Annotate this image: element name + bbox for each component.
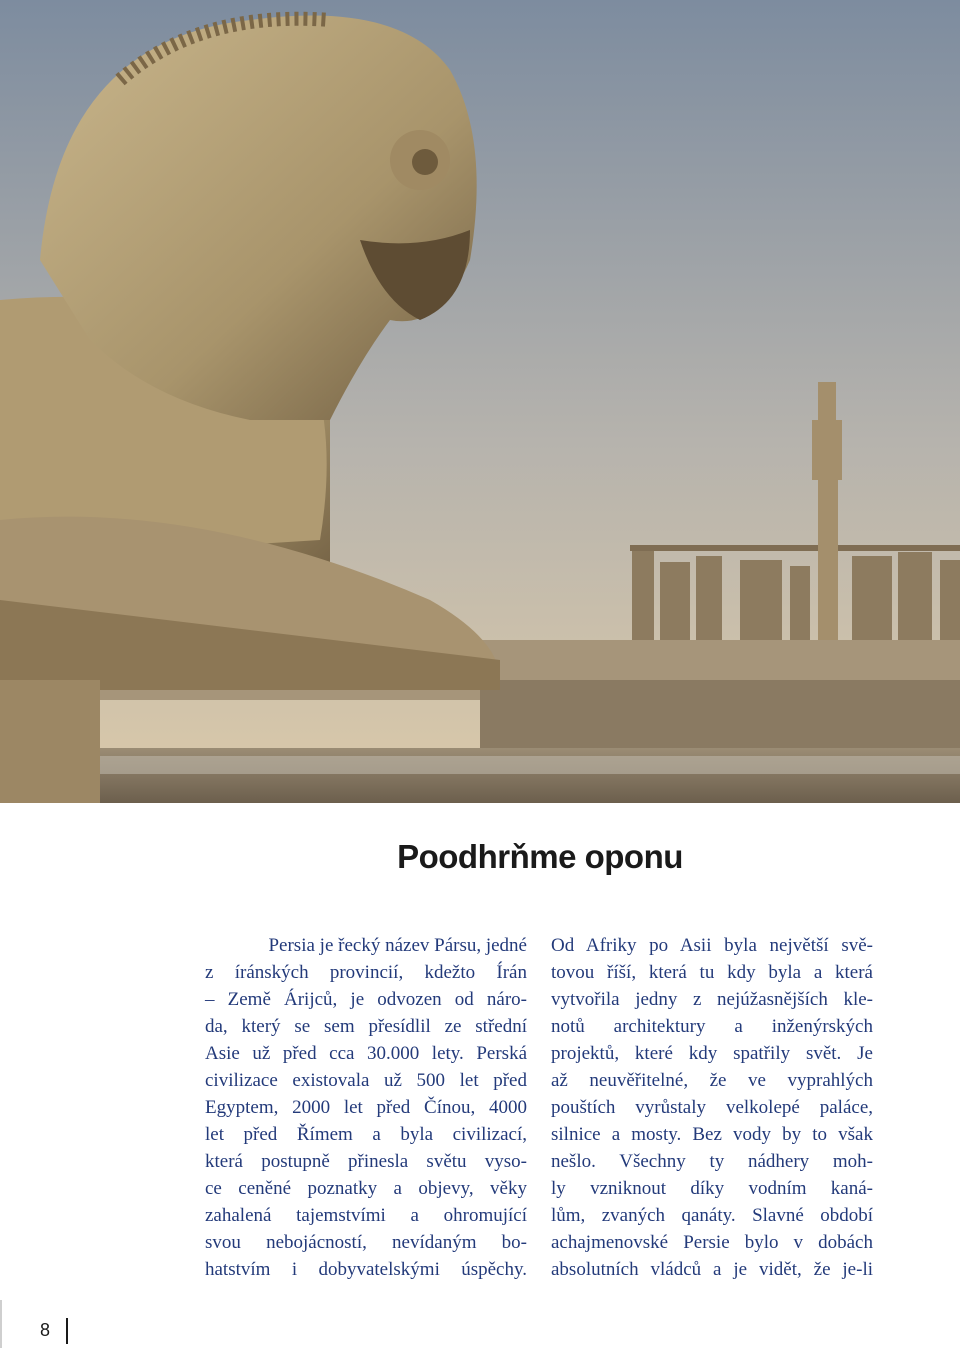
- text-line: silnice a mosty. Bez vody by to však: [551, 1124, 873, 1145]
- text-line: tovou říší, která tu kdy byla a která: [551, 962, 873, 983]
- margin-rule: [0, 1300, 2, 1348]
- text-line: ce ceněné poznatky a objevy, věky: [205, 1178, 527, 1199]
- text-line: Egyptem, 2000 let před Čínou, 4000: [205, 1097, 527, 1118]
- page-title: Poodhrňme oponu: [397, 838, 683, 875]
- text-line: ly vzniknout díky vodním kaná-: [551, 1178, 873, 1199]
- text-line: projektů, které kdy spatřily svět. Je: [551, 1043, 873, 1064]
- text-line: absolutních vládců a je vidět, že je-li: [551, 1259, 873, 1280]
- text-line: let před Římem a byla civilizací,: [205, 1124, 527, 1145]
- text-line: Od Afriky po Asii byla největší svě-: [551, 935, 873, 956]
- ground-light: [100, 756, 960, 774]
- text-line: svou nebojácností, nevídaným bo-: [205, 1232, 527, 1253]
- right-column: [551, 932, 873, 1283]
- text-line: – Země Árijců, je odvozen od náro-: [205, 989, 527, 1010]
- text-line: pouštích vyrůstaly velkolepé paláce,: [551, 1097, 873, 1118]
- text-line: z íránských provincií, kdežto Írán: [205, 962, 527, 983]
- text-line: vytvořila jedny z nejúžasnějších kle-: [551, 989, 873, 1010]
- page-number: 8: [40, 1320, 51, 1340]
- terrace-wall: [480, 680, 960, 750]
- text-line: která postupně přinesla světu vyso-: [205, 1151, 527, 1172]
- text-line: nešlo. Všechny ty nádhery moh-: [551, 1151, 873, 1172]
- text-line: civilizace existovala už 500 let před: [205, 1070, 527, 1091]
- text-line: lům, zvaných qanáty. Slavné období: [551, 1205, 873, 1226]
- text-line: Persia je řecký název Pársu, jedné: [268, 935, 527, 956]
- text-line: hatstvím i dobyvatelskými úspěchy.: [205, 1259, 527, 1280]
- text-line: achajmenovské Persie bylo v dobách: [551, 1232, 873, 1253]
- text-line: Asie už před cca 30.000 lety. Perská: [205, 1043, 527, 1064]
- text-line: až neuvěřitelné, že ve vyprahlých: [551, 1070, 873, 1091]
- left-column: [205, 932, 527, 1283]
- folio-divider: [66, 1318, 68, 1344]
- text-line: da, který se sem přesídlil ze střední: [205, 1016, 527, 1037]
- text-line: zahalená tajemstvími a ohromující: [205, 1205, 527, 1226]
- text-line: notů architektury a inženýrských: [551, 1016, 873, 1037]
